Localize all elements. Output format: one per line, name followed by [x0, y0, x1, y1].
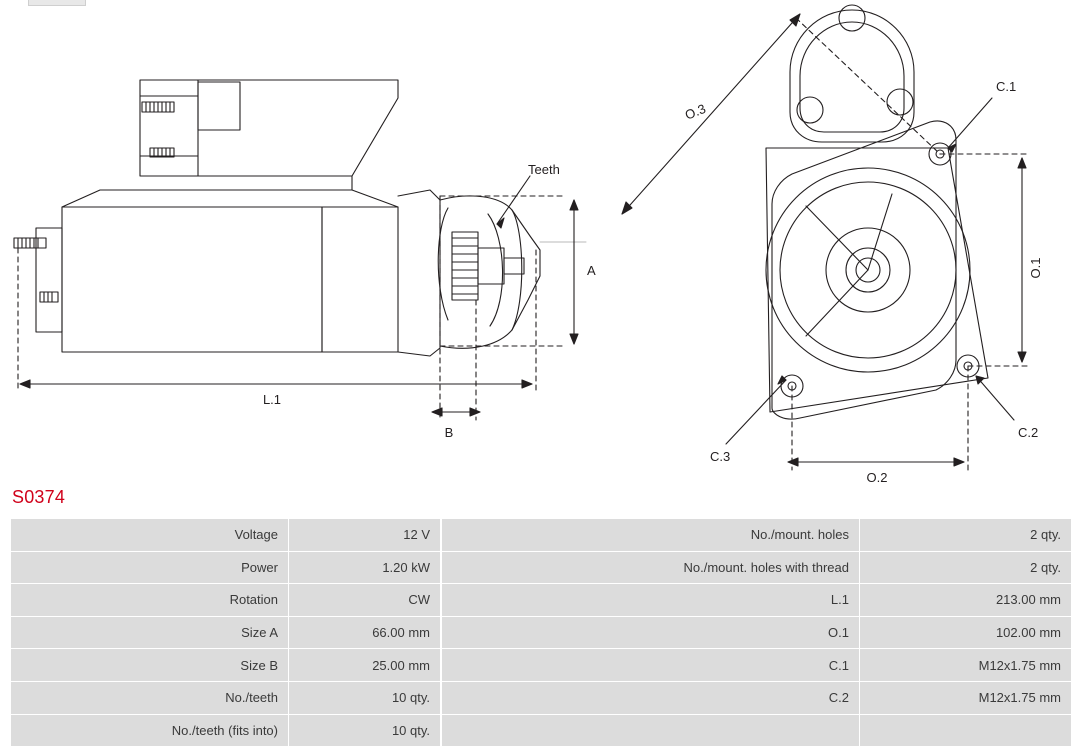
spec-value: 2 qty. [860, 551, 1072, 584]
spec-label: C.1 [442, 649, 860, 682]
dimension-guides-front [792, 18, 1030, 470]
spec-table-right [441, 518, 1072, 747]
c1-leader [948, 98, 992, 148]
starter-body-outline [62, 207, 322, 352]
spec-value: 66.00 mm [289, 616, 441, 649]
table-row [11, 551, 441, 584]
dimension-a [570, 200, 578, 344]
label-size-b: B [444, 425, 454, 440]
spec-label: Voltage [11, 519, 289, 552]
rear-bracket-outline [790, 10, 914, 142]
spec-value: CW [289, 584, 441, 617]
flange-outline [772, 121, 956, 419]
table-row [442, 681, 1072, 714]
rear-end-cap [36, 228, 62, 332]
specifications [10, 518, 1070, 747]
label-o2: O.2 [866, 470, 888, 485]
label-teeth: Teeth [528, 162, 560, 177]
table-row [11, 519, 441, 552]
table-row [11, 681, 441, 714]
dimension-o2 [788, 458, 964, 466]
flange-plate [766, 148, 988, 412]
rear-hole-right [887, 89, 913, 115]
drive-housing [398, 190, 440, 356]
dimension-guides-side [18, 196, 562, 420]
rear-bracket-inner [800, 22, 904, 132]
spec-value: 12 V [289, 519, 441, 552]
solenoid-terminals [142, 102, 174, 157]
spec-value: 10 qty. [289, 714, 441, 747]
table-row [442, 714, 1072, 747]
table-row [442, 649, 1072, 682]
label-c3: C.3 [710, 449, 731, 464]
spec-label: L.1 [442, 584, 860, 617]
rear-hole-left [797, 97, 823, 123]
c1-leader-arrow [948, 144, 956, 152]
spec-label: C.2 [442, 681, 860, 714]
body-top-edge [62, 190, 398, 207]
table-row [442, 519, 1072, 552]
c2-leader-arrow [976, 376, 984, 384]
dimension-o1 [1018, 158, 1026, 362]
pinion-shaft-tip [504, 258, 524, 274]
spoke-2 [868, 194, 892, 270]
spec-label: No./mount. holes with thread [442, 551, 860, 584]
spec-value: 102.00 mm [860, 616, 1072, 649]
housing-inner-curve-2 [512, 210, 522, 330]
table-row [442, 551, 1072, 584]
spec-label: O.1 [442, 616, 860, 649]
spoke-3 [806, 206, 868, 270]
part-number: S0374 [12, 487, 66, 507]
label-o3: O.3 [682, 100, 708, 123]
spec-label: Size B [11, 649, 289, 682]
spec-value: M12x1.75 mm [860, 649, 1072, 682]
solenoid-cap [198, 82, 240, 130]
side-view-group [14, 80, 586, 420]
table-row [11, 714, 441, 747]
table-row [442, 616, 1072, 649]
spec-label: No./teeth [11, 681, 289, 714]
spec-value: 1.20 kW [289, 551, 441, 584]
label-c2: C.2 [1018, 425, 1039, 440]
front-view-group [622, 5, 1030, 470]
teeth-leader-line [497, 176, 530, 224]
table-row [11, 584, 441, 617]
label-c1: C.1 [996, 79, 1017, 94]
dimension-l1 [20, 380, 532, 388]
pinion-shaft [478, 248, 504, 284]
c2-leader [976, 376, 1014, 420]
spec-value: M12x1.75 mm [860, 681, 1072, 714]
table-row [442, 584, 1072, 617]
solenoid-outline [140, 80, 398, 176]
dimension-o3 [622, 14, 800, 214]
spec-value: 10 qty. [289, 681, 441, 714]
spec-label: Rotation [11, 584, 289, 617]
pinion-teeth [452, 238, 478, 294]
dimension-b [432, 408, 480, 416]
pinion-gear-body [452, 232, 478, 300]
label-size-a: A [587, 263, 596, 278]
table-row [11, 616, 441, 649]
spec-label: No./mount. holes [442, 519, 860, 552]
starter-midsection [322, 207, 398, 352]
spec-table-left [10, 518, 441, 747]
table-row [11, 649, 441, 682]
spec-label: Power [11, 551, 289, 584]
spoke-1 [806, 270, 868, 336]
label-length-l1: L.1 [262, 392, 282, 407]
rear-hole-top [839, 5, 865, 31]
spec-label: No./teeth (fits into) [11, 714, 289, 747]
label-o1: O.1 [1028, 257, 1043, 279]
spec-value: 2 qty. [860, 519, 1072, 552]
spec-label: Size A [11, 616, 289, 649]
c3-leader [726, 380, 786, 444]
housing-inner-curve-3 [488, 214, 503, 326]
spec-value-empty [860, 714, 1072, 747]
spec-label-empty [442, 714, 860, 747]
spec-value: 25.00 mm [289, 649, 441, 682]
spec-value: 213.00 mm [860, 584, 1072, 617]
